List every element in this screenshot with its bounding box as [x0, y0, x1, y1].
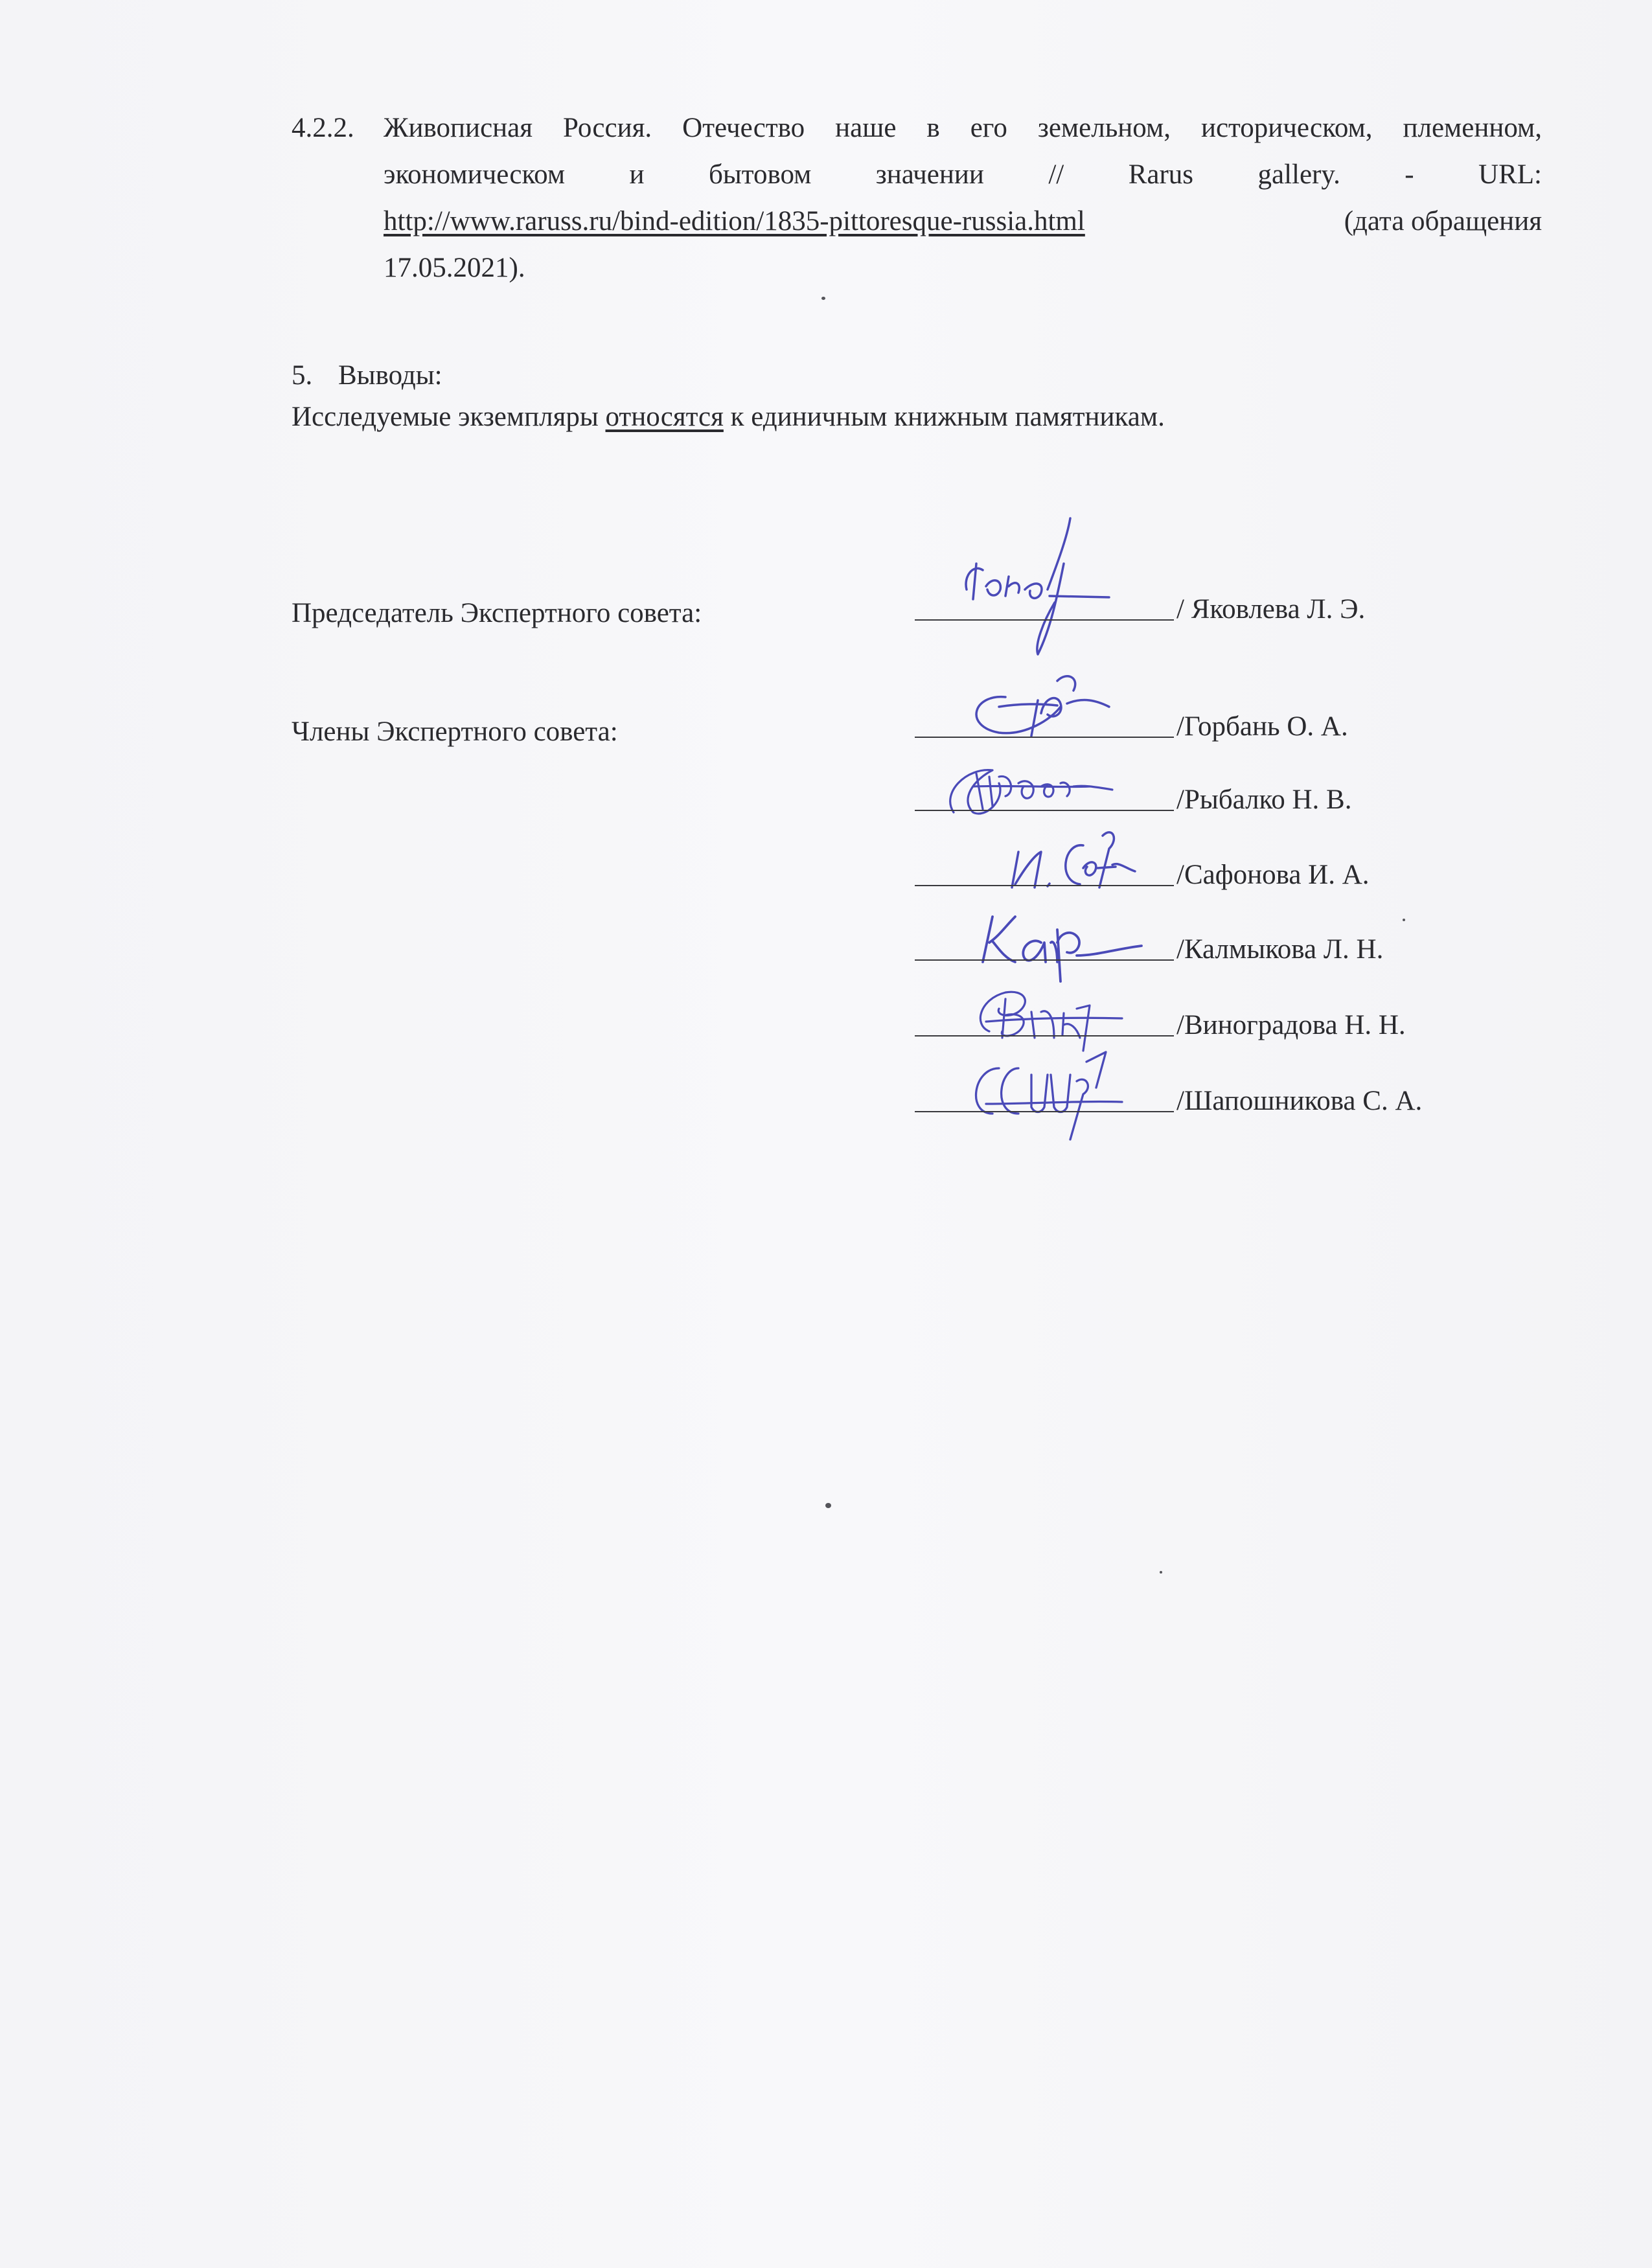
conclusion-heading-text: Выводы:	[338, 360, 442, 391]
chairman-signature-row	[915, 564, 1563, 635]
chairman-name: / Яковлева Л. Э.	[1176, 594, 1366, 624]
member-name: /Горбань О. А.	[1176, 711, 1348, 742]
member-name: /Калмыкова Л. Н.	[1176, 934, 1384, 965]
reference-line-2: экономическом и бытовом значении // Rarus gallery. - URL:	[384, 159, 1542, 190]
conclusion-text	[292, 402, 1165, 432]
reference-line-1: Живописная Россия. Отечество наше в его земельном, историческом, племенном,	[384, 113, 1542, 143]
conclusion-text-underlined: относятся	[605, 402, 724, 432]
conclusion-heading	[292, 355, 1165, 396]
scan-speck	[821, 297, 825, 300]
conclusion-section	[292, 355, 1165, 438]
reference-url-link[interactable]: http://www.raruss.ru/bind-edition/1835-pittoresque-russia.html	[384, 206, 1085, 236]
member-signature-line	[915, 1111, 1174, 1112]
conclusion-text-after: к единичным книжным памятникам.	[723, 402, 1165, 432]
scan-speck	[1160, 1571, 1162, 1574]
scan-speck	[825, 1503, 831, 1508]
member-signature-shaposhnikova	[928, 1016, 1161, 1127]
scan-speck	[1403, 919, 1405, 921]
reference-access-note: (дата обращения	[1344, 206, 1542, 236]
chairman-label: Председатель Экспертного совета:	[292, 598, 702, 628]
member-name: /Рыбалко Н. В.	[1176, 785, 1352, 815]
reference-number: 4.2.2.	[292, 113, 354, 143]
member-name: /Виноградова Н. Н.	[1176, 1010, 1406, 1040]
member-name: /Шапошникова С. А.	[1176, 1086, 1423, 1116]
member-signature-row	[915, 1055, 1563, 1127]
member-name: /Сафонова И. А.	[1176, 860, 1370, 890]
reference-text	[384, 105, 1542, 292]
members-label: Члены Экспертного совета:	[292, 716, 618, 747]
conclusion-text-before: Исследуемые экземпляры	[292, 402, 606, 432]
conclusion-number: 5.	[292, 360, 313, 391]
reference-url-line	[384, 198, 1542, 245]
reference-line-4: 17.05.2021).	[384, 253, 525, 283]
chairman-signature-line	[915, 619, 1174, 621]
chairman-signature	[928, 525, 1161, 635]
